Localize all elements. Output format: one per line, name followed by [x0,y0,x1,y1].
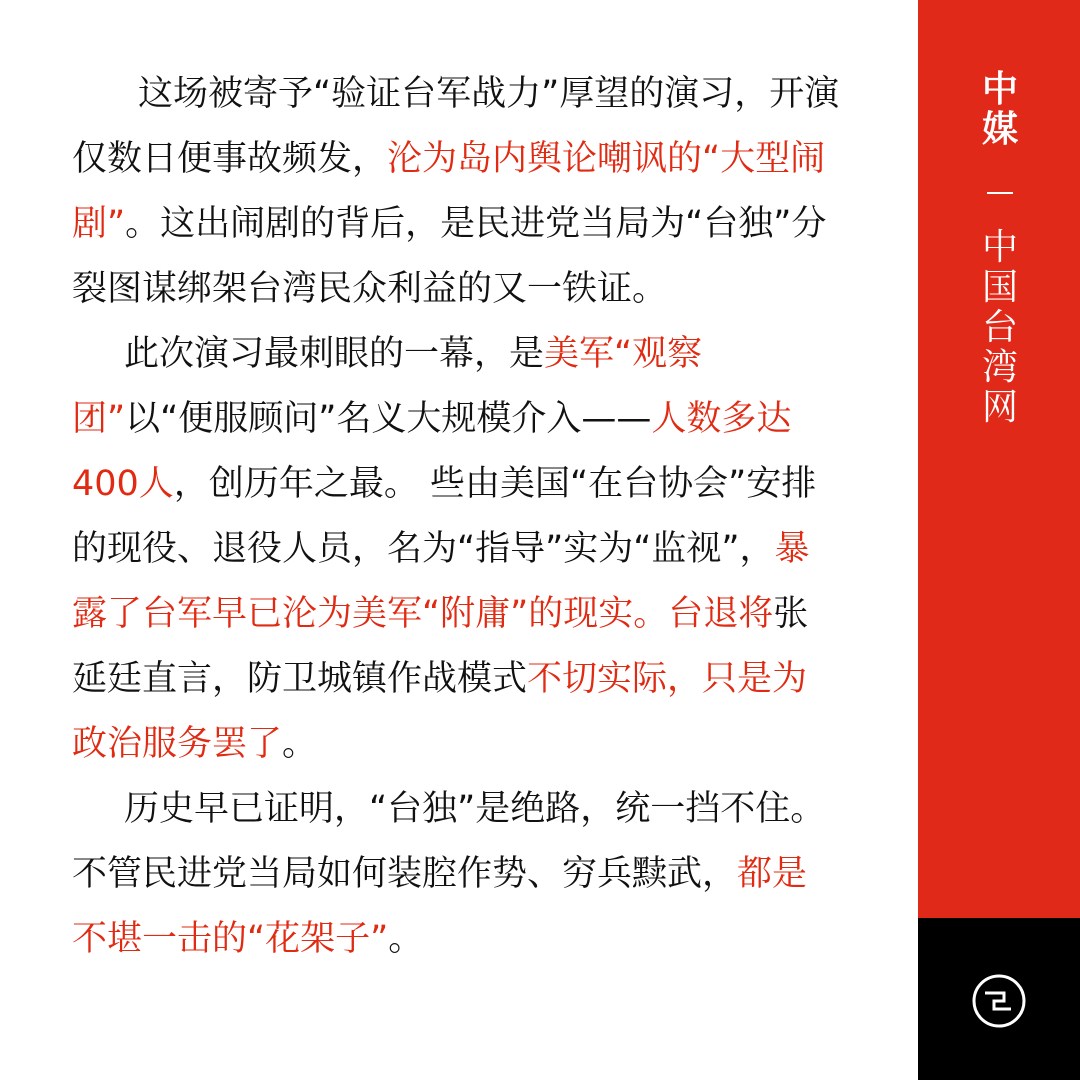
paragraph-1 [72,62,842,322]
circle-logo-icon [971,973,1027,1029]
brand-title: 中媒 [981,69,1018,150]
paragraph-3-highlight-1: 都是不堪一击的“花架子” [72,854,808,959]
paragraph-2-text-3: ，创历年之最。 些由美国“在台协会”安排的现役、退役人员，名为“指导”实为“监视”， [72,464,817,569]
paragraph-2-highlight-1: 美军“观察团” [72,334,703,439]
sidebar-divider [987,192,1013,194]
sidebar-text [978,70,1022,428]
paragraph-1-text-1: 这场被寄予“验证台军战力”厚望的演习，开演仅数日便事故频发， [72,74,840,179]
paragraph-2-text-2: 以“便服顾问”名义大规模介入—— [125,399,652,439]
paragraph-1-highlight-1: 沦为岛内舆论嘲讽的“大型闹剧” [72,139,826,244]
site-name: 中国台湾网 [981,227,1018,428]
paragraph-2-highlight-3: 暴露了台军早已沦为美军“附庸”的现实。台退将 [72,529,810,634]
paragraph-2 [72,322,842,777]
logo-block [918,918,1080,1080]
paragraph-2-text-5: 。 [282,724,318,764]
article-body [72,62,842,972]
paragraph-2-text-1: 此次演习最刺眼的一幕，是 [124,334,545,374]
paragraph-2-text-4: 张延廷直言，防卫城镇作战模式 [72,594,809,699]
sidebar [918,0,1080,918]
paragraph-1-text-2: 。这出闹剧的背后，是民进党当局为“台独”分裂图谋绑架台湾民众利益的又一铁证。 [72,204,827,309]
paragraph-2-highlight-2: 人数多达400人 [72,399,792,504]
paragraph-3 [72,777,842,972]
paragraph-3-text-1: 历史早已证明，“台独”是绝路，统一挡不住。不管民进党当局如何装腔作势、穷兵黩武， [72,789,826,894]
paragraph-3-text-2: 。 [388,919,424,959]
paragraph-2-highlight-4: 不切实际，只是为政治服务罢了 [72,659,808,764]
